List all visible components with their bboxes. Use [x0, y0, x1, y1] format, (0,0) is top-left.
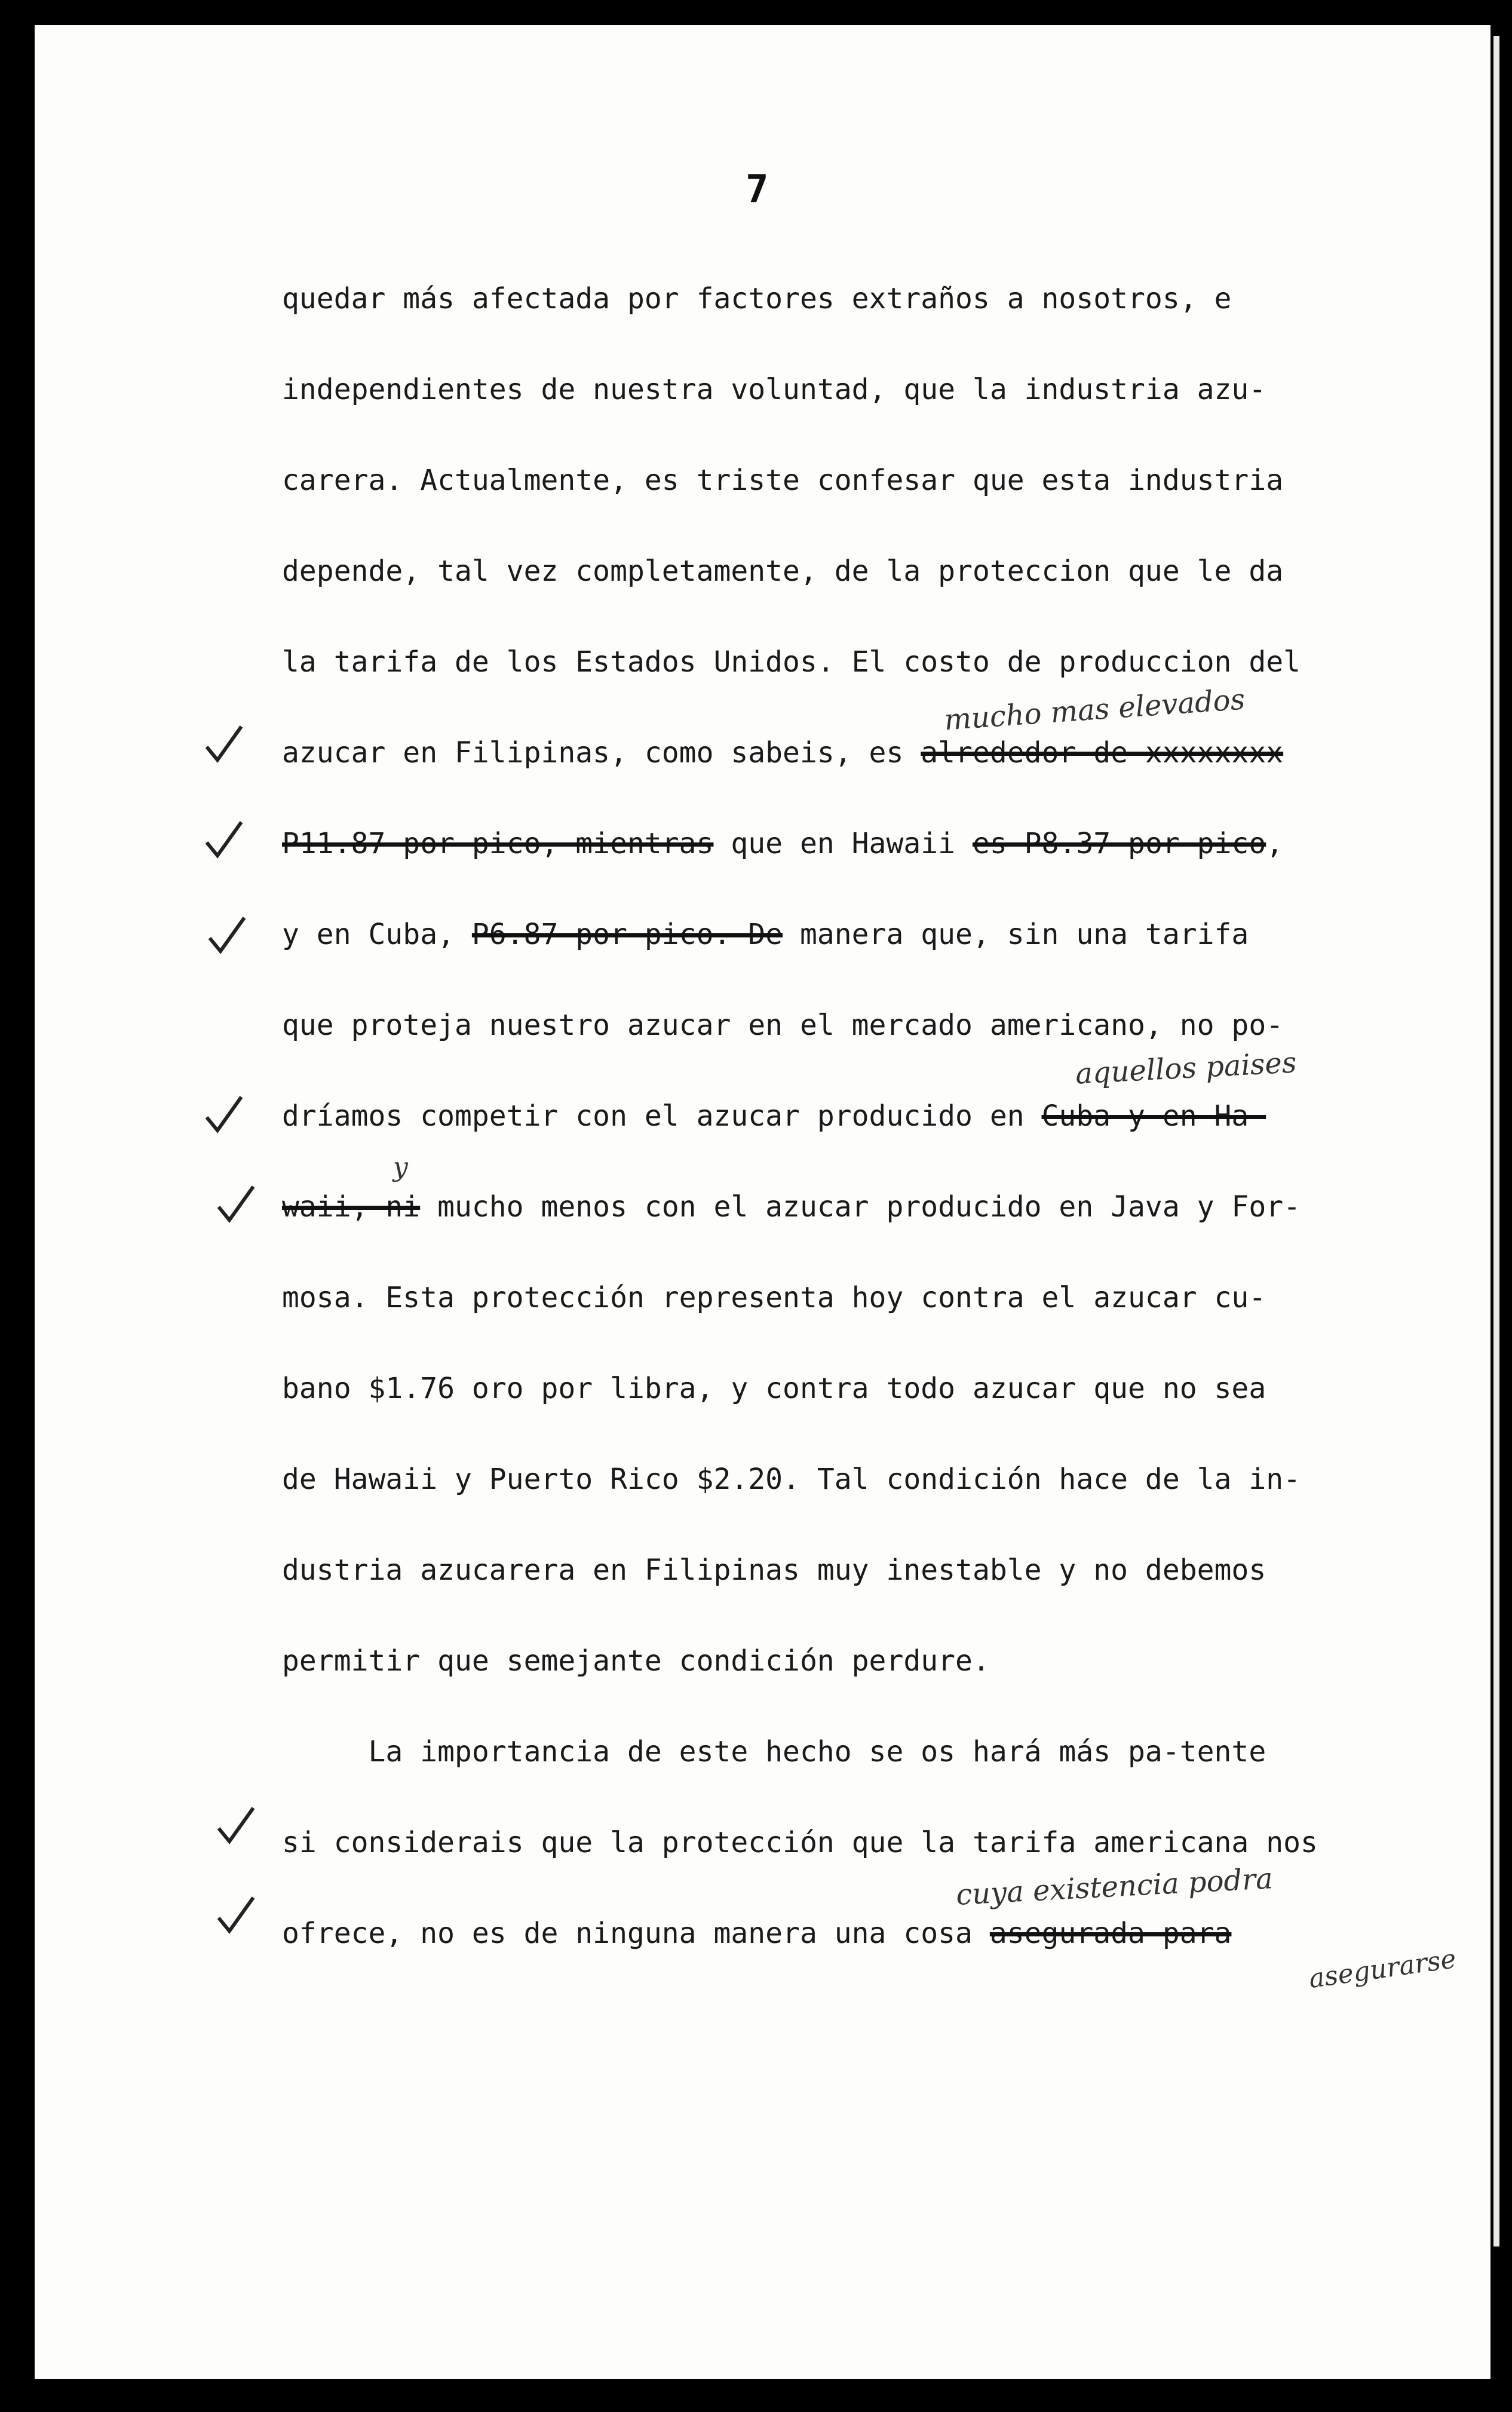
- text-line: [282, 1461, 1301, 1497]
- text-line: [282, 1643, 990, 1679]
- struck-text: asegurada para: [989, 1917, 1232, 1950]
- text-segment: si: [282, 1826, 334, 1859]
- check-mark-icon: [215, 1894, 257, 1936]
- text-line: [282, 1007, 1283, 1043]
- struck-text: alrededor de xxxxxxxx: [921, 736, 1284, 770]
- text-segment: depende, tal vez completamente, de la proteccion que le da: [282, 554, 1284, 588]
- text-segment: dustria azucarera en Filipinas muy inestable y no debemos: [282, 1553, 1266, 1587]
- text-segment: ,: [1266, 827, 1284, 860]
- text-segment: carera. Actualmente, es triste confesar que esta industria: [282, 464, 1284, 497]
- text-segment: azucar en Filipinas, como sabeis, es: [282, 736, 921, 770]
- check-mark-icon: [203, 819, 245, 860]
- handwritten-note-2: aquellos paises: [1074, 1046, 1298, 1091]
- text-segment: bano $1.76 oro por libra, y contra todo azucar que no sea: [282, 1372, 1266, 1405]
- text-segment: ofrece, no es de ninguna manera una cosa: [282, 1917, 990, 1950]
- text-line: [282, 826, 1283, 862]
- text-segment: permitir que semejante condición perdure.: [282, 1644, 990, 1678]
- text-line: [282, 1098, 1266, 1134]
- text-line: [282, 1915, 1231, 1951]
- text-segment: independientes de nuestra voluntad, que la industria azu-: [282, 373, 1266, 406]
- struck-text: waii, ni: [282, 1190, 421, 1224]
- text-segment: la tarifa de los Estados Unidos. El costo de produccion del: [282, 645, 1301, 679]
- struck-text: P6.87 por pico. De: [471, 918, 783, 951]
- text-segment: manera que, sin una tarifa: [783, 918, 1249, 951]
- check-mark-icon: [215, 1804, 257, 1846]
- text-line: [282, 1552, 1266, 1588]
- text-line: [282, 1280, 1266, 1316]
- handwritten-note-1: mucho mas elevados: [943, 682, 1246, 737]
- page-edge: [1493, 36, 1499, 2246]
- text-line: [282, 735, 1283, 771]
- text-segment: quedar más afectada por factores extraños a nosotros, e: [282, 282, 1232, 315]
- check-mark-icon: [215, 1183, 257, 1225]
- text-line: [282, 917, 1249, 952]
- struck-text: P11.87 por pico, mientras: [282, 827, 714, 860]
- handwritten-note-4: cuya existencia podra: [955, 1862, 1274, 1912]
- page-number: 7: [746, 167, 769, 212]
- text-segment: y en Cuba,: [282, 918, 472, 951]
- text-segment: que proteja nuestro azucar en el mercado americano, no po-: [282, 1009, 1284, 1042]
- text-segment: considerais que la protección que la tarifa americana nos: [333, 1826, 1318, 1859]
- text-line: [282, 281, 1231, 317]
- text-segment: que en Hawaii: [713, 827, 973, 860]
- text-line: [282, 1189, 1301, 1225]
- text-segment: mucho menos con el azucar producido en Java y For-: [420, 1190, 1301, 1224]
- text-segment: La importancia de este hecho se os hará más pa-tente: [282, 1735, 1266, 1769]
- handwritten-note-5: asegurarse: [1306, 1943, 1458, 1995]
- struck-text: Cuba y en Ha-: [1041, 1099, 1266, 1133]
- text-segment: dríamos competir con el azucar producido en: [282, 1099, 1042, 1133]
- struck-text: es P8.37 por pico: [972, 827, 1266, 860]
- text-line: [282, 1825, 1318, 1861]
- text-segment: mosa. Esta protección representa hoy contra el azucar cu-: [282, 1281, 1266, 1314]
- text-line: [282, 553, 1283, 589]
- handwritten-note-3: y: [393, 1152, 408, 1182]
- text-line: [282, 1371, 1266, 1406]
- check-mark-icon: [203, 1093, 245, 1135]
- text-line: [282, 462, 1283, 498]
- check-mark-icon: [206, 914, 248, 956]
- text-segment: de Hawaii y Puerto Rico $2.20. Tal condición hace de la in-: [282, 1463, 1301, 1496]
- text-line: [282, 1734, 1266, 1770]
- text-line: [282, 644, 1301, 680]
- check-mark-icon: [203, 723, 245, 765]
- text-line: [282, 372, 1266, 407]
